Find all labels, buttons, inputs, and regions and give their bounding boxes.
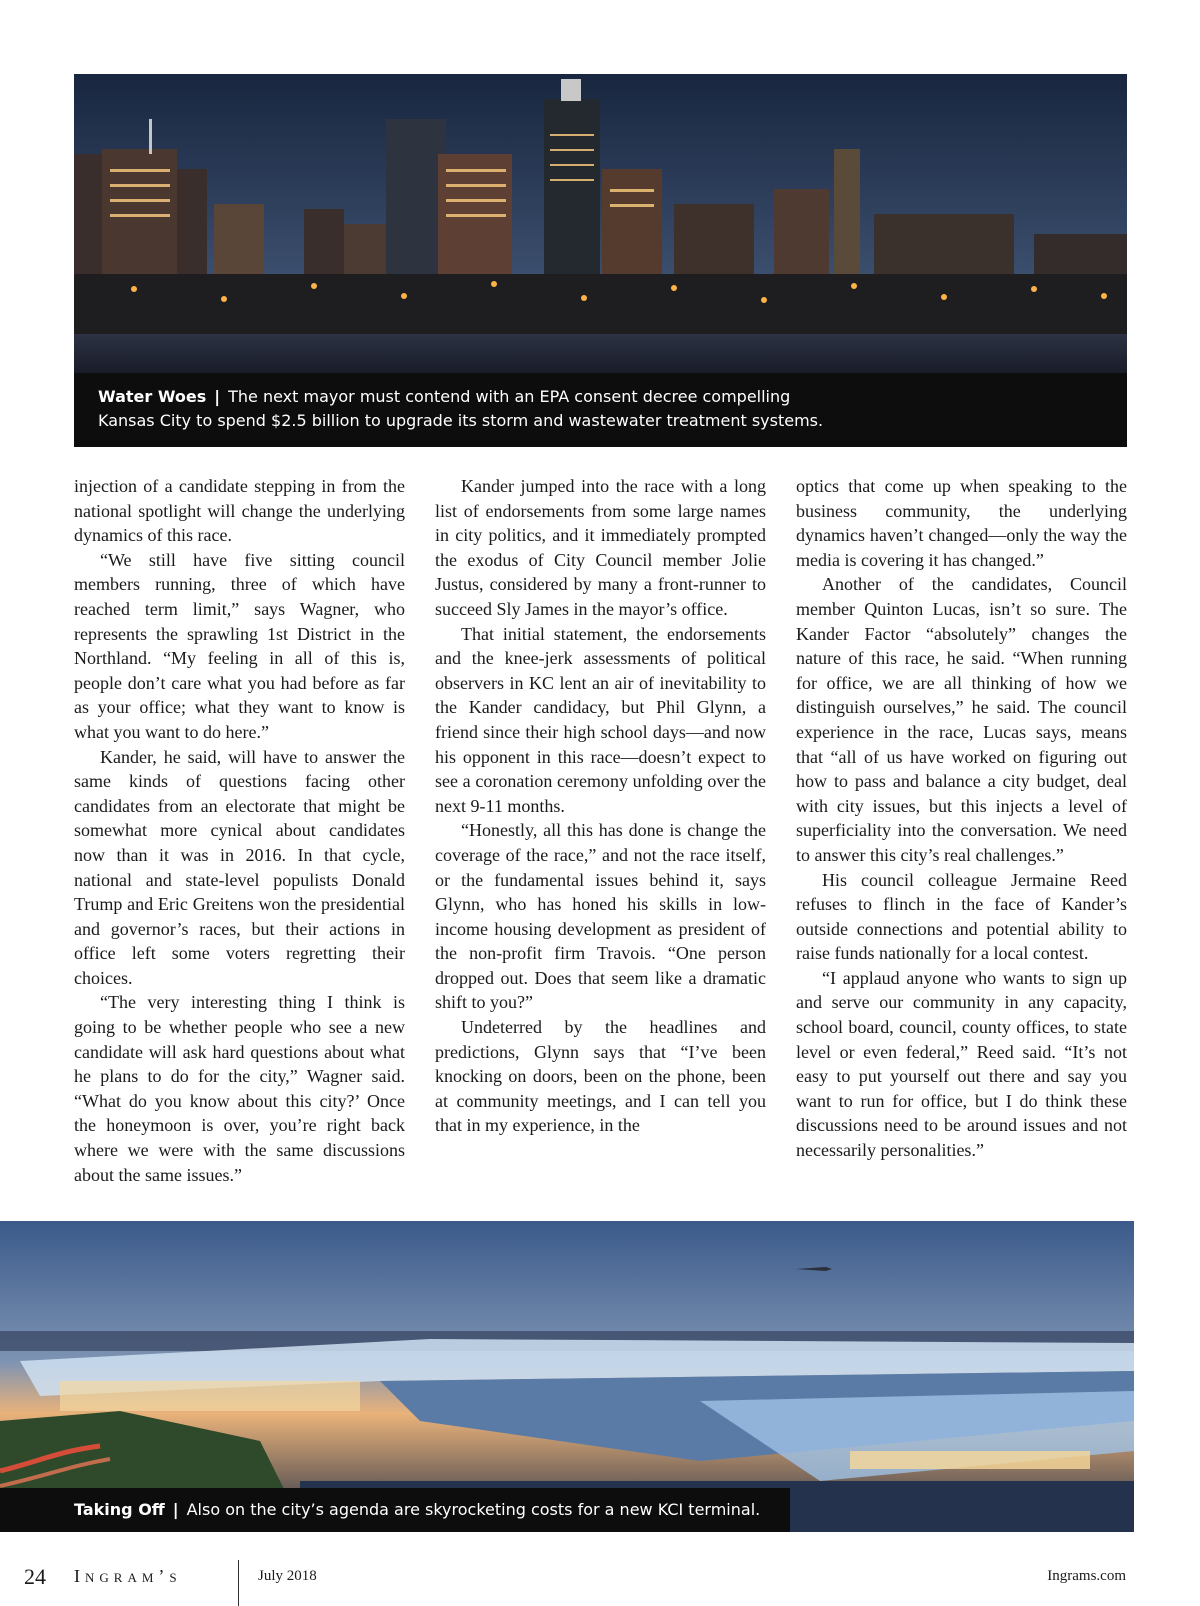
issue-date: July 2018 — [258, 1568, 317, 1584]
caption-text-line2: Kansas City to spend $2.5 billion to upgrade its storm and wastewater treatment systems. — [98, 411, 824, 430]
paragraph: “I applaud anyone who wants to sign up and serve our community in any capacity, school board, council, county offices, to state level or even federal,” Reed said. “It’s not easy to put yourself out there and say you want to run for office, but I do think these discussions need to be around issues and not necessarily personalities.” — [796, 967, 1127, 1161]
article-column-3 — [796, 474, 1127, 1163]
article-column-2 — [435, 474, 766, 1138]
bottom-photo-caption — [0, 1488, 790, 1532]
paragraph: His council colleague Jermaine Reed refuses to flinch in the face of Kander’s outside connections and potential ability to raise funds nationally for a local contest. — [796, 869, 1127, 964]
caption-title: Water Woes — [98, 387, 207, 406]
caption-separator: | — [172, 1500, 179, 1519]
paragraph: Undeterred by the headlines and predictions, Glynn says that “I’ve been knocking on doors, been on the phone, been at community meetings, and I can tell you that in my experience, in the — [435, 1017, 766, 1136]
paragraph: “Honestly, all this has done is change the coverage of the race,” and not the race itself, or the fundamental issues behind it, says Glynn, who has honed his skills in low-income housing development as president of the non-profit firm Travois. “One person dropped out. Does that seem like a dramatic shift to you?” — [435, 820, 766, 1013]
top-photo-caption — [74, 373, 1127, 447]
skyline-photo — [74, 74, 1127, 447]
paragraph: Kander, he said, will have to answer the same kinds of questions facing other candidates from an electorate that might be somewhat more cynical about candidates now than it was in 2016. In that cycle, national and state-level populists Donald Trump and Eric Greitens won the presidential and governor’s races, but their actions in office left some voters regretting their choices. — [74, 746, 405, 988]
airport-photo — [0, 1221, 1134, 1532]
caption-text: Also on the city’s agenda are skyrocketing costs for a new KCI terminal. — [186, 1500, 761, 1519]
caption-title: Taking Off — [74, 1500, 165, 1519]
paragraph: “The very interesting thing I think is going to be whether people who see a new candidate will ask hard questions about what he plans to do for the city,” Wagner said. “What do you know about this city?’ Once the honeymoon is over, you’re right back where we were with the same discussions about the same issues.” — [74, 992, 405, 1185]
caption-separator: | — [214, 387, 221, 406]
footer-divider — [238, 1560, 239, 1606]
kci-terminal-rendering-image — [0, 1221, 1134, 1532]
paragraph: injection of a candidate stepping in from the national spotlight will change the underlying dynamics of this race. — [74, 476, 405, 546]
paragraph: Kander jumped into the race with a long list of endorsements from some large names in city politics, and it immediately prompted the exodus of City Council member Jolie Justus, considered by many a front-runner to succeed Sly James in the mayor’s office. — [435, 476, 766, 619]
caption-text-line1: The next mayor must contend with an EPA consent decree compelling — [228, 387, 791, 406]
article-column-1 — [74, 474, 405, 1187]
website-link[interactable]: Ingrams.com — [1047, 1568, 1126, 1584]
paragraph: “We still have five sitting council members running, three of which have reached term limit,” says Wagner, who represents the sprawling 1st District in the Northland. “My feeling in all of this is, people don’t care what you had before as far as your office; what they want to know is what you want to do here.” — [74, 549, 405, 742]
page-number: 24 — [24, 1564, 46, 1589]
page-footer — [0, 1560, 1200, 1606]
paragraph: optics that come up when speaking to the business community, the underlying dynamics haven’t changed—only the way the media is covering it has changed.” — [796, 476, 1127, 570]
paragraph: That initial statement, the endorsements and the knee-jerk assessments of political observers in KC lent an air of inevitability to the Kander candidacy, but Phil Glynn, a friend since their high school days—and now his opponent in this race—doesn’t expect to see a coronation ceremony unfolding over the next 9-11 months. — [435, 623, 766, 816]
paragraph: Another of the candidates, Council member Quinton Lucas, isn’t so sure. The Kander Factor “absolutely” changes the nature of this race, he said. “When running for office, we are all thinking of how we distinguish ourselves,” he said. The council experience in the race, Lucas says, means that “all of us have worked on figuring out how to pass and balance a city budget, deal with city issues, but this injects a level of superficiality into the conversation. We need to answer this city’s real challenges.” — [796, 574, 1127, 865]
magazine-name: Ingram’s — [74, 1566, 182, 1586]
